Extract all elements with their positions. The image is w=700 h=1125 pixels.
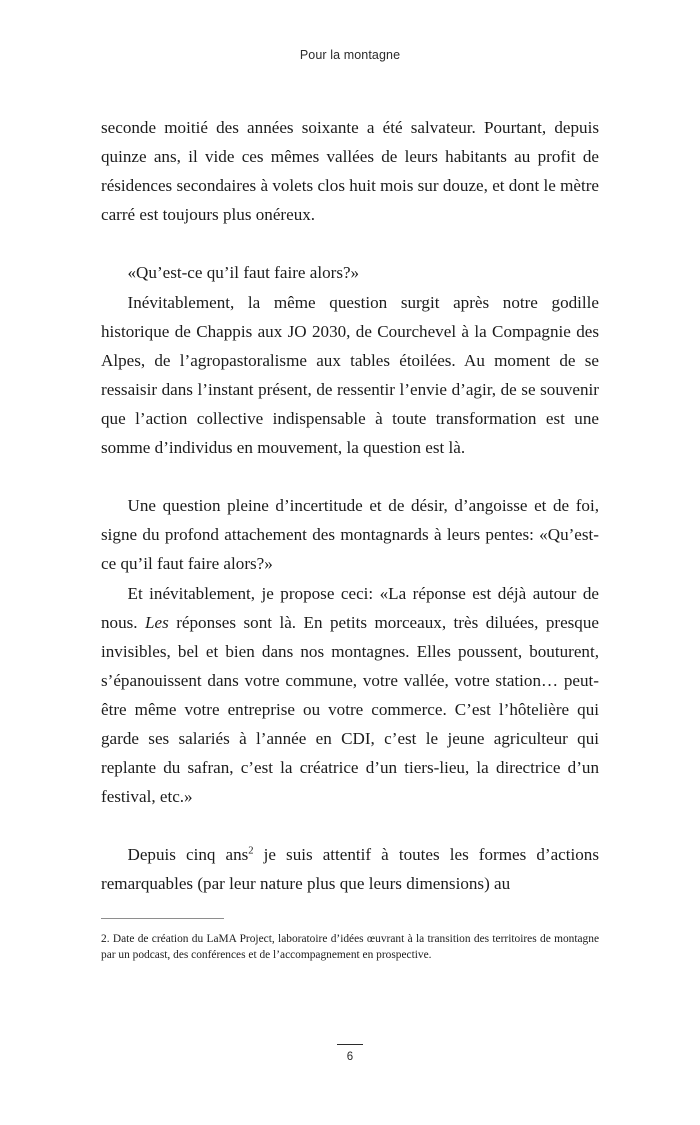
paragraph-text-lead: Et inévitablement, je propose ceci: «La réponse est déjà autour de nous. xyxy=(101,583,599,632)
footnote-block xyxy=(101,918,599,964)
page-folio xyxy=(0,1044,700,1063)
footnote-reference-2[interactable]: 2 xyxy=(248,845,254,857)
paragraph-gap xyxy=(101,229,599,258)
paragraph-text-tail: je suis attentif à toutes les formes d’actions remarquables (par leur nature plus que leurs dimensions) au xyxy=(101,845,599,894)
paragraph-gap xyxy=(101,462,599,491)
paragraph-une-question: Une question pleine d’incertitude et de désir, d’angoisse et de foi, signe du profond attachement des montagnards à leurs pentes: «Qu’est-ce qu’il faut faire alors?» xyxy=(101,496,599,574)
page-number: 6 xyxy=(346,1051,354,1064)
footnote-entry-2: 2. Date de création du LaMA Project, laboratoire d’idées œuvrant à la transition des territoires de montagne par un podcast, des conférences et de l’accompagnement en prospective. xyxy=(101,933,599,962)
paragraph-depuis-cinq-ans xyxy=(101,840,599,898)
footnote-separator-rule xyxy=(101,918,224,919)
paragraph-reponse xyxy=(101,579,599,812)
folio-rule xyxy=(337,1044,363,1045)
paragraph-quote-question: «Qu’est-ce qu’il faut faire alors?» xyxy=(127,263,360,283)
paragraph-gap xyxy=(101,811,599,840)
paragraph-text-lead: Depuis cinq ans xyxy=(127,845,249,865)
paragraph-text-tail: réponses sont là. En petits morceaux, très diluées, presque invisibles, bel et bien dans nos montagnes. Elles poussent, bouturent, s’épanouissent dans votre commune, votre vallée, votre station… peut-être même votre entreprise ou votre commerce. C’est l’hôtelière qui garde ses salariés à l’année en CDI, c’est le jeune agriculteur qui replante du safran, c’est la créatrice d’un tiers-lieu, la directrice d’un festival, etc.» xyxy=(101,612,599,807)
text-column xyxy=(101,113,599,899)
emphasis-les: Les xyxy=(145,612,169,632)
paragraph-continued: seconde moitié des années soixante a été salvateur. Pourtant, depuis quinze ans, il vide ces mêmes vallées de leurs habitants au profit de résidences secondaires à volets clos huit mois sur douze, et dont le mètre carré est toujours plus onéreux. xyxy=(101,118,599,225)
running-header: Pour la montagne xyxy=(299,48,401,62)
paragraph-inevitablement: Inévitablement, la même question surgit après notre godille historique de Chappis aux JO 2030, de Courchevel à la Compagnie des Alpes, de l’agropastoralisme aux tables étoilées. Au moment de se ressaisir dans l’instant présent, de ressentir l’envie d’agir, de se souvenir que l’action collective indispensable à toute transformation est une somme d’individus en mouvement, la question est là. xyxy=(101,292,599,458)
